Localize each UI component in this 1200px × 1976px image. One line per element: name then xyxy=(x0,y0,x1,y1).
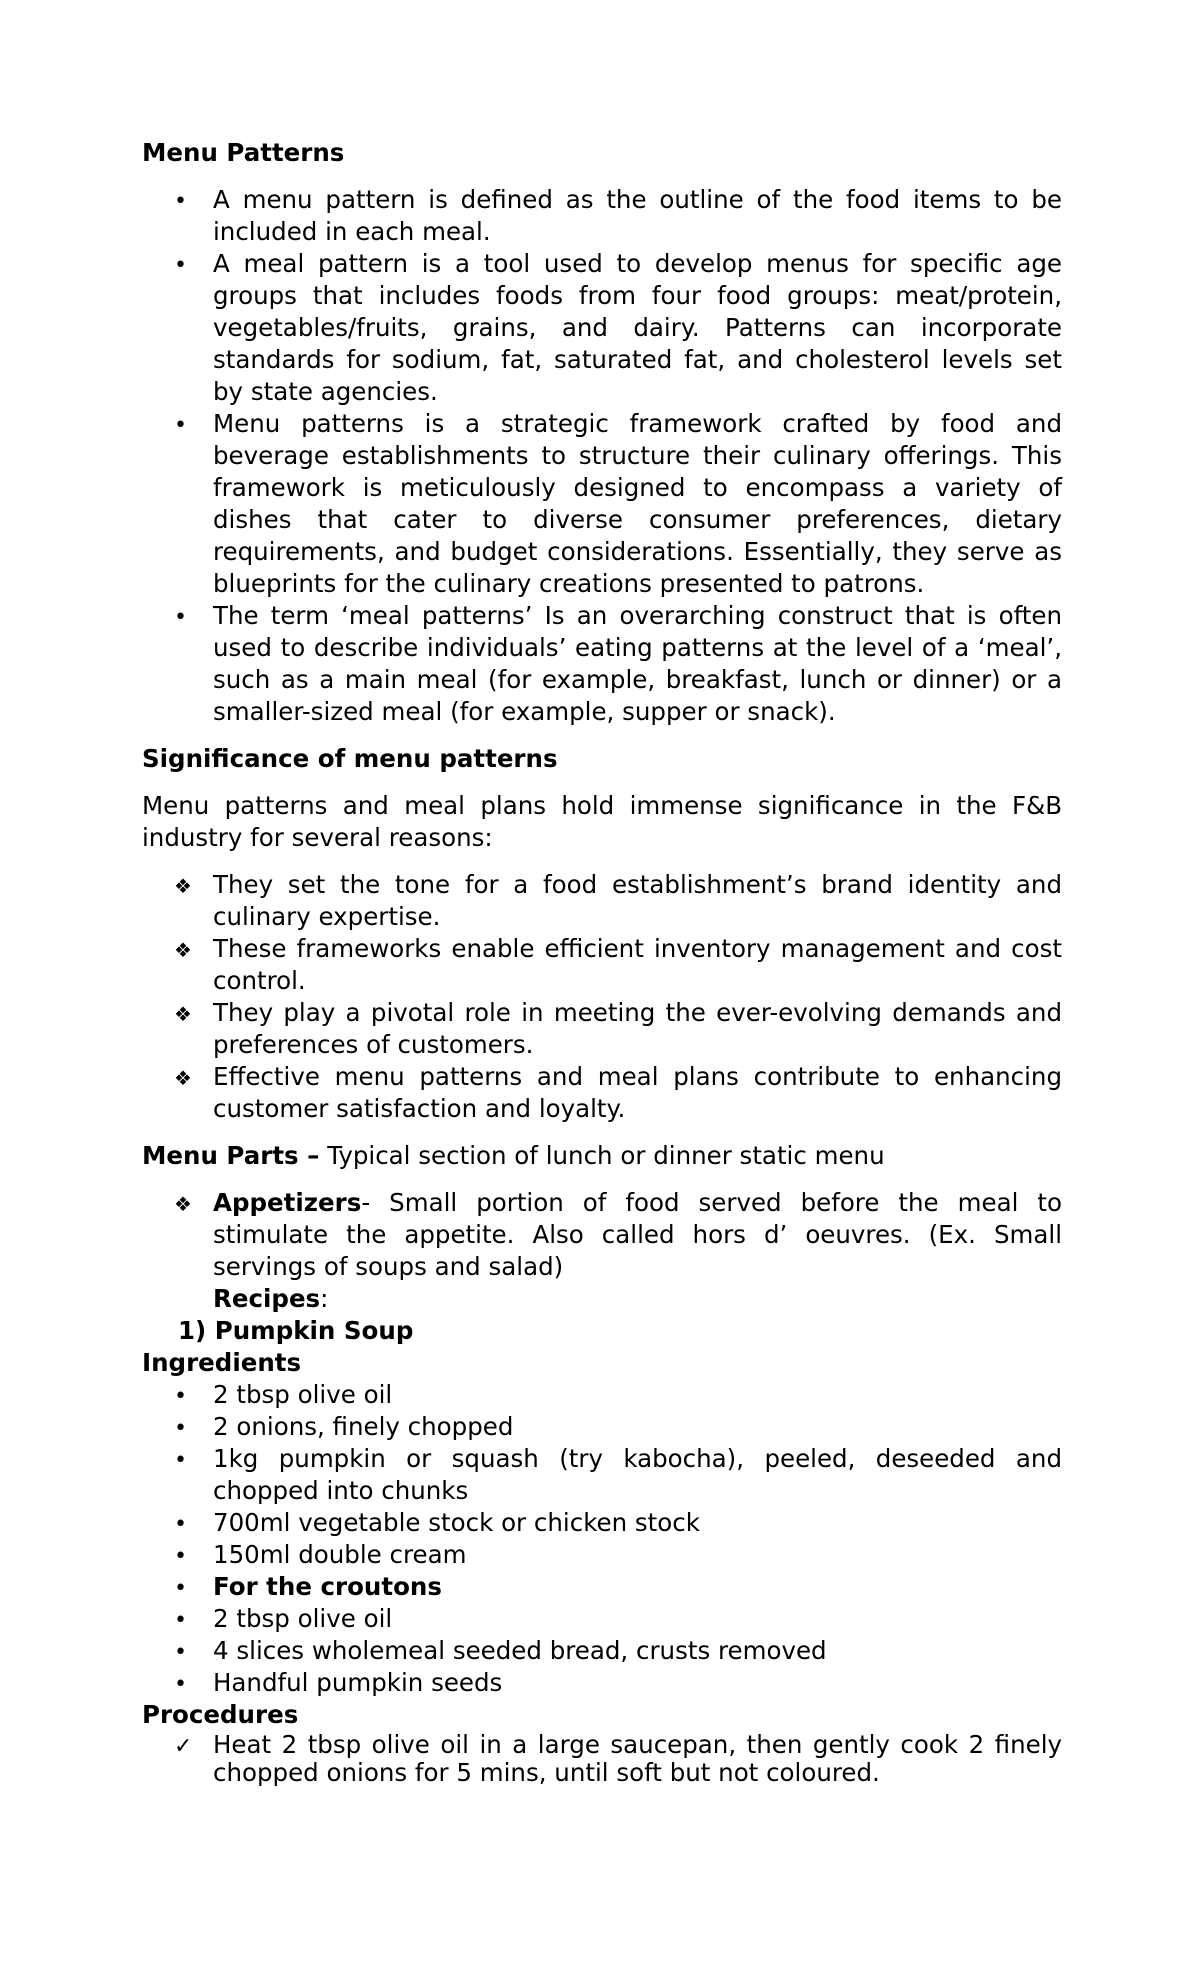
list-item: • 150ml double cream xyxy=(142,1539,1062,1571)
bullet-icon xyxy=(174,1379,204,1413)
bullet-icon xyxy=(174,1411,204,1445)
list-item: • 2 tbsp olive oil xyxy=(142,1603,1062,1635)
list-item: • A meal pattern is a tool used to develop menus for specific age groups that includes foods from four food groups: meat/protein, vegetables/fruits, grains, and dairy. Patterns can incorporate standards for sodium, fat, saturated fat, and cholesterol levels set by state agencies. xyxy=(142,248,1062,408)
bullet-icon xyxy=(174,1507,204,1541)
significance-intro: Menu patterns and meal plans hold immense significance in the F&B industry for several reasons: xyxy=(142,791,1062,852)
list-item: ❖ These frameworks enable efficient inventory management and cost control. xyxy=(142,933,1062,997)
diamond-bullet-icon xyxy=(174,997,204,1030)
bullet-icon xyxy=(174,600,204,634)
diamond-bullet-icon xyxy=(174,1061,204,1094)
list-item-croutons-label: • For the croutons xyxy=(142,1571,1062,1603)
list-item: • A menu pattern is defined as the outline of the food items to be included in each meal. xyxy=(142,184,1062,248)
menu-patterns-list xyxy=(142,184,1062,728)
list-item: • The term ‘meal patterns’ Is an overarching construct that is often used to describe individuals’ eating patterns at the level of a ‘meal’, such as a main meal (for example, breakfast, lunch or dinner) or a smaller-sized meal (for example, supper or snack). xyxy=(142,600,1062,728)
list-item: • Menu patterns is a strategic framework crafted by food and beverage establishments to structure their culinary offerings. This framework is meticulously designed to encompass a variety of dishes that cater to diverse consumer preferences, dietary requirements, and budget considerations. Essentially, they serve as blueprints for the culinary creations presented to patrons. xyxy=(142,408,1062,600)
diamond-bullet-icon xyxy=(174,933,204,966)
section-heading-menu-patterns: Menu Patterns xyxy=(142,138,345,167)
significance-list xyxy=(142,869,1062,1125)
diamond-bullet-icon xyxy=(174,1187,204,1220)
section-heading-significance: Significance of menu patterns xyxy=(142,744,558,773)
bullet-icon xyxy=(174,1443,204,1477)
checkmark-icon xyxy=(174,1731,204,1761)
list-item: • 4 slices wholemeal seeded bread, crusts removed xyxy=(142,1635,1062,1667)
bullet-icon xyxy=(174,184,204,218)
list-item: ❖ Effective menu patterns and meal plans contribute to enhancing customer satisfaction and loyalty. xyxy=(142,1061,1062,1125)
document-page xyxy=(142,137,1062,1787)
list-item: ❖ They set the tone for a food establishment’s brand identity and culinary expertise. xyxy=(142,869,1062,933)
bullet-icon xyxy=(174,1667,204,1701)
list-item-appetizers: ❖ Appetizers- Small portion of food served before the meal to stimulate the appetite. Also called hors d’ oeuvres. (Ex. Small servings of soups and salad) xyxy=(142,1187,1062,1283)
list-item: • Handful pumpkin seeds xyxy=(142,1667,1062,1699)
bullet-icon xyxy=(174,248,204,282)
list-item: • 2 onions, finely chopped xyxy=(142,1411,1062,1443)
menu-parts-list xyxy=(142,1187,1062,1283)
bullet-icon xyxy=(174,1603,204,1637)
recipes-label: Recipes: xyxy=(213,1284,329,1313)
ingredients-heading: Ingredients xyxy=(142,1348,302,1377)
ingredients-list xyxy=(142,1379,1062,1699)
procedures-list xyxy=(142,1731,1062,1787)
bullet-icon xyxy=(174,1635,204,1669)
bullet-icon xyxy=(174,408,204,442)
diamond-bullet-icon xyxy=(174,869,204,902)
list-item: ❖ They play a pivotal role in meeting the ever-evolving demands and preferences of customers. xyxy=(142,997,1062,1061)
bullet-icon xyxy=(174,1539,204,1573)
bullet-icon xyxy=(174,1571,204,1605)
list-item: • 700ml vegetable stock or chicken stock xyxy=(142,1507,1062,1539)
procedures-heading: Procedures xyxy=(142,1700,299,1729)
recipe-title: 1) Pumpkin Soup xyxy=(178,1316,414,1345)
menu-parts-heading: Menu Parts – Typical section of lunch or dinner static menu xyxy=(142,1141,885,1170)
list-item: • 2 tbsp olive oil xyxy=(142,1379,1062,1411)
list-item: ✓ Heat 2 tbsp olive oil in a large saucepan, then gently cook 2 finely chopped onions for 5 mins, until soft but not coloured. xyxy=(142,1731,1062,1787)
list-item: • 1kg pumpkin or squash (try kabocha), peeled, deseeded and chopped into chunks xyxy=(142,1443,1062,1507)
